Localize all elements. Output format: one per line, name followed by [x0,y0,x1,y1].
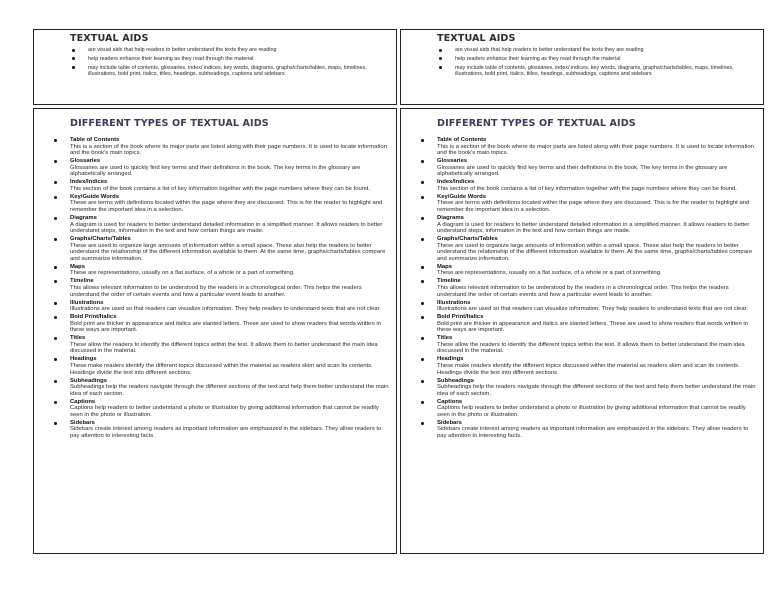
type-desc: This is a section of the book where its major parts are listed along with their page numbers. It is used to locate information and the book's main topics. [70,143,387,157]
type-name: Titles [70,335,86,342]
type-name: Table of Contents [70,137,120,143]
type-desc: These allow the readers to identify the different topics within the text. It allows them to better understand the main idea discussed in the material. [70,341,378,355]
type-desc: Sidebars create interest among readers as important information are emphasized in the sidebars. They allow readers to pay attention to interesting facts. [437,426,749,439]
type-desc: These are used to organize large amounts of information within a small space. These also help the readers to better understand the relationship of the different information available to them. At the same time, graphs/charts/tables compare and summarize information. [70,242,386,262]
type-name: Subheadings [437,377,474,384]
bullet-item: help readers enhance their learning as they read through the material [34,56,396,62]
type-desc: Illustrations are used so that readers can visualize information. They help readers to understand texts that are not clear. [437,306,748,313]
type-desc: These are representations, usually on a flat surface, of a whole or a part of something. [437,270,662,277]
type-item [34,278,396,298]
type-item [34,264,396,277]
types-box [33,108,397,554]
type-item [401,158,763,178]
type-name: Maps [437,263,453,270]
type-item [401,356,763,376]
type-desc: Illustrations are used so that readers can visualize information. They help readers to understand texts that are not clear. [70,306,381,313]
type-item [401,378,763,398]
bullet-item: are visual aids that help readers to better understand the texts they are reading [34,47,396,53]
bullet-item: help readers enhance their learning as they read through the material [401,56,763,62]
type-desc: These are representations, usually on a flat surface, of a whole or a part of something. [70,270,295,277]
type-desc: These are terms with definitions located within the page where they are discussed. This is for the reader to highlight and remember the important idea in a selection. [70,200,383,213]
type-name: Table of Contents [437,137,487,143]
type-item [34,179,396,192]
type-item [401,399,763,419]
type-item [34,335,396,355]
type-item [34,300,396,313]
type-name: Graphs/Charts/Tables [437,236,498,243]
types-list [34,137,396,440]
type-name: Bold Print/Italics [437,314,484,321]
type-name: Glossaries [437,158,468,165]
type-item [34,194,396,214]
type-desc: A diagram is used for readers to better understand detailed information in a simplified manner. It allows readers to better understand steps, information in the text and how certain things are made. [437,221,750,235]
type-desc: These make readers identify the different topics discussed within the material as readers skim and scan its contents. Headings divide the text into different sections. [70,363,373,376]
type-desc: This is a section of the book where its major parts are listed along with their page numbers. It is used to locate information and the book's main topics. [437,143,754,157]
type-item [34,420,396,440]
type-item [34,137,396,157]
type-desc: This allows relevant information to be understood by the readers in a chronological order. This helps the readers understand the order of certain events and how a particular event leads to another. [70,284,362,298]
type-item [34,215,396,235]
type-desc: This section of the book contains a list of key information together with the page numbers where they can be found. [437,185,737,192]
type-name: Index/Indices [70,179,108,186]
type-item [401,314,763,334]
type-desc: A diagram is used for readers to better understand detailed information in a simplified manner. It allows readers to better understand steps, information in the text and how certain things are made. [70,221,383,235]
type-name: Glossaries [70,158,101,165]
type-item [34,378,396,398]
type-item [401,264,763,277]
type-name: Maps [70,263,86,270]
type-desc: These allow the readers to identify the different topics within the text. It allows them to better understand the main idea discussed in the material. [437,341,745,355]
type-item [401,137,763,157]
textual-aids-title: TEXTUAL AIDS [437,33,516,44]
type-name: Key/Guide Words [437,193,486,200]
type-item [401,194,763,214]
type-name: Diagrams [70,215,97,222]
type-item [34,236,396,262]
type-name: Key/Guide Words [70,193,119,200]
textual-aids-title: TEXTUAL AIDS [70,33,149,44]
type-name: Timeline [70,278,94,285]
type-name: Headings [437,356,464,363]
type-item [401,420,763,440]
type-name: Timeline [437,278,461,285]
type-item [401,278,763,298]
bullet-item: are visual aids that help readers to better understand the texts they are reading [401,47,763,53]
textual-aids-bullets [34,47,396,77]
type-desc: Bold print are thicker in appearance and italics are slanted letters. These are used to show readers that words written in these ways are important. [70,320,381,334]
type-name: Sidebars [70,419,95,426]
type-item [34,399,396,419]
type-name: Bold Print/Italics [70,314,117,321]
type-name: Headings [70,356,97,363]
type-desc: Captions help readers to better understand a photo or illustration by giving additional information that cannot be readily seen in the photo or illustration. [437,405,746,418]
type-name: Graphs/Charts/Tables [70,236,131,243]
type-name: Diagrams [437,215,464,222]
type-desc: Bold print are thicker in appearance and italics are slanted letters. These are used to show readers that words written in these ways are important. [437,320,748,334]
type-item [401,236,763,262]
bullet-item: may include table of contents, glossaries, index/ indices, key words, diagrams, graphs/charts/tables, maps, timelines, illustrations, bold print, italics, titles, headings, subheadings, captions and sidebars [34,65,396,78]
type-desc: This allows relevant information to be understood by the readers in a chronological order. This helps the readers understand the order of certain events and how a particular event leads to another. [437,284,729,298]
types-box [400,108,764,554]
type-name: Captions [70,398,96,405]
type-desc: Glossaries are used to quickly find key terms and their definitions in the book. The key terms in the glossary are alphabetically arranged. [70,164,361,178]
type-name: Captions [437,398,463,405]
type-name: Sidebars [437,419,462,426]
type-name: Index/Indices [437,179,475,186]
type-item [401,215,763,235]
textual-aids-box [33,29,397,105]
type-name: Subheadings [70,377,107,384]
types-title: DIFFERENT TYPES OF TEXTUAL AIDS [70,118,269,129]
type-desc: These make readers identify the different topics discussed within the material as readers skim and scan its contents. Headings divide the text into different sections. [437,363,740,376]
type-desc: This section of the book contains a list of key information together with the page numbers where they can be found. [70,185,370,192]
type-item [34,356,396,376]
bullet-item: may include table of contents, glossaries, index/ indices, key words, diagrams, graphs/charts/tables, maps, timelines, illustrations, bold print, italics, titles, headings, subheadings, captions and sidebars [401,65,763,78]
type-desc: Subheadings help the readers navigate through the different sections of the text and help them better understand the main idea of each section. [70,384,389,397]
type-desc: These are terms with definitions located within the page where they are discussed. This is for the reader to highlight and remember the important idea in a selection. [437,200,750,213]
type-name: Illustrations [70,299,104,306]
type-item [401,335,763,355]
type-desc: Glossaries are used to quickly find key terms and their definitions in the book. The key terms in the glossary are alphabetically arranged. [437,164,728,178]
type-item [401,300,763,313]
types-title: DIFFERENT TYPES OF TEXTUAL AIDS [437,118,636,129]
types-list [401,137,763,440]
type-item [34,314,396,334]
type-desc: Sidebars create interest among readers as important information are emphasized in the sidebars. They allow readers to pay attention to interesting facts. [70,426,382,439]
type-name: Illustrations [437,299,471,306]
type-item [34,158,396,178]
type-name: Titles [437,335,453,342]
type-item [401,179,763,192]
type-desc: Captions help readers to better understand a photo or illustration by giving additional information that cannot be readily seen in the photo or illustration. [70,405,379,418]
type-desc: Subheadings help the readers navigate through the different sections of the text and help them better understand the main idea of each section. [437,384,756,397]
textual-aids-box [400,29,764,105]
type-desc: These are used to organize large amounts of information within a small space. These also help the readers to better understand the relationship of the different information available to them. At the same time, graphs/charts/tables compare and summarize information. [437,242,753,262]
textual-aids-bullets [401,47,763,77]
